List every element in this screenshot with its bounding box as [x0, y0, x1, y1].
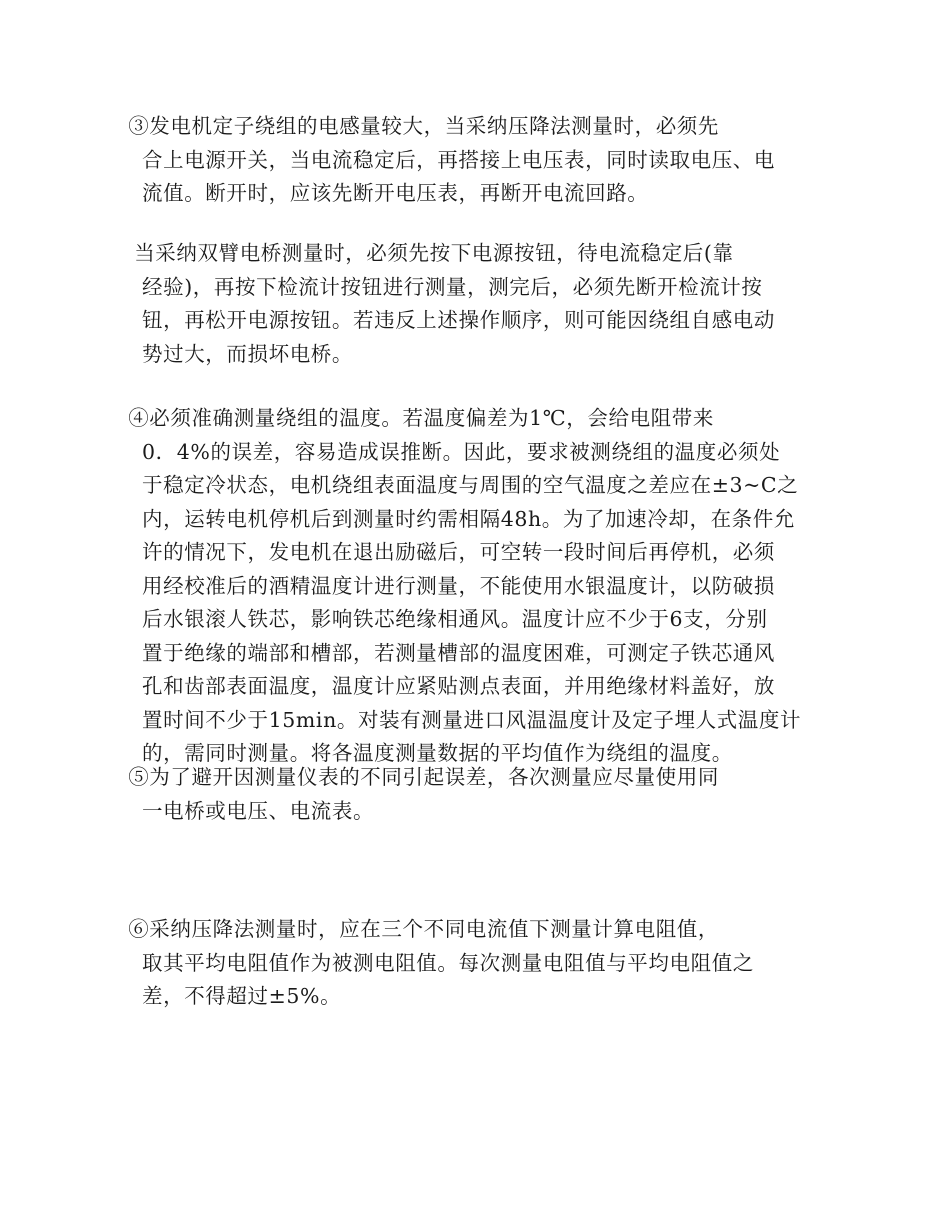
text-line: 取其平均电阻值作为被测电阻值。每次测量电阻值与平均电阻值之 [142, 950, 754, 975]
text-line: 合上电源开关，当电流稳定后，再搭接上电压表，同时读取电压、电 [142, 147, 775, 172]
text-line: ③发电机定子绕组的电感量较大，当采纳压降法测量时，必须先 [86, 114, 719, 138]
text-line: 一电桥或电压、电流表。 [142, 798, 375, 823]
text-line: 置时间不少于15min。对装有测量进口风温温度计及定子埋人式温度计 [142, 707, 802, 732]
text-line: ⑤为了避开因测量仪表的不同引起误差，各次测量应尽量使用同 [86, 765, 719, 789]
paragraph-item-4 [86, 402, 822, 771]
paragraph-double-bridge [92, 237, 822, 371]
text-line: 内，运转电机停机后到测量时约需相隔48h。为了加速冷却，在条件允 [142, 506, 795, 531]
text-line: 置于绝缘的端部和槽部，若测量槽部的温度困难，可测定子铁芯通风 [142, 640, 775, 665]
paragraph-item-6 [86, 913, 822, 1014]
text-line: ⑥采纳压降法测量时，应在三个不同电流值下测量计算电阻值， [86, 917, 719, 941]
text-line: 许的情况下，发电机在退出励磁后，可空转一段时间后再停机，必须 [142, 540, 775, 564]
paragraph-item-5 [86, 761, 822, 828]
text-line: 钮，再松开电源按钮。若违反上述操作顺序，则可能因绕组自感电动 [142, 308, 775, 332]
text-line: ④必须准确测量绕组的温度。若温度偏差为1℃，会给电阻带来 [86, 406, 714, 430]
paragraph-item-3 [86, 110, 822, 211]
text-line: 流值。断开时，应该先断开电压表，再断开电流回路。 [142, 181, 649, 205]
text-line: 0．4%的误差，容易造成误推断。因此，要求被测绕组的温度必须处 [142, 439, 781, 464]
text-line: 于稳定冷状态，电机绕组表面温度与周围的空气温度之差应在±3~C之 [142, 473, 799, 497]
text-line: 当采纳双臂电桥测量时，必须先按下电源按钮，待电流稳定后(靠 [92, 241, 734, 265]
text-line: 的，需同时测量。将各温度测量数据的平均值作为绕组的温度。 [142, 741, 733, 765]
text-line: 孔和齿部表面温度，温度计应紧贴测点表面，并用绝缘材料盖好，放 [142, 674, 775, 698]
text-line: 后水银滚人铁芯，影响铁芯绝缘相通风。温度计应不少于6支，分别 [142, 607, 768, 631]
text-line: 经验)，再按下检流计按钮进行测量，测完后，必须先断开检流计按 [142, 274, 763, 299]
text-line: 用经校准后的酒精温度计进行测量，不能使用水银温度计，以防破损 [142, 573, 775, 598]
text-line: 势过大，而损坏电桥。 [142, 341, 353, 366]
text-line: 差，不得超过±5%。 [142, 984, 342, 1008]
